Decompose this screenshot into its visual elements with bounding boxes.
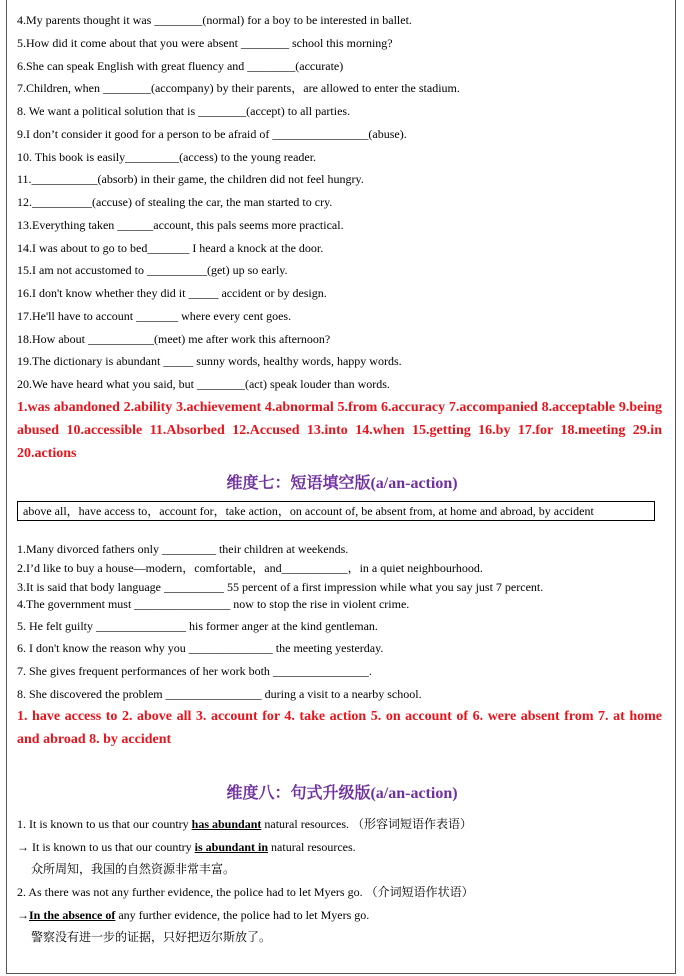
exercise-line: 19.The dictionary is abundant _____ sunny words, healthy words, happy words. [17, 354, 402, 368]
document-page [6, 0, 676, 974]
sentence-line [17, 907, 369, 923]
chinese-translation: 警察没有进一步的证据，只好把迈尔斯放了。 [31, 930, 272, 944]
underlined-phrase: In the absence of [29, 908, 116, 922]
exercise-line: 6. I don't know the reason why you ______________ the meeting yesterday. [17, 641, 384, 655]
exercise-line: 3.It is said that body language __________ 55 percent of a first impression while what you say just 7 percent. [17, 580, 544, 594]
exercise-line: 14.I was about to go to bed_______ I heard a knock at the door. [17, 241, 324, 255]
exercise-line: 20.We have heard what you said, but ________(act) speak louder than words. [17, 377, 390, 391]
exercise-line: 13.Everything taken ______account, this pals seems more practical. [17, 218, 344, 232]
section-title [7, 474, 677, 494]
underlined-phrase: is abundant in [194, 840, 269, 854]
sentence-text: natural resources. [268, 840, 356, 854]
exercise-line: 2.I’d like to buy a house—modern，comfortable，and___________，in a quiet neighbourhood. [17, 561, 483, 575]
sentence-text: natural resources. （形容词短语作表语） [261, 817, 473, 831]
exercise-line: 11.___________(absorb) in their game, the children did not feel hungry. [17, 172, 364, 186]
section-title-text: 维度七：短语填空版(a/an-action) [226, 475, 458, 492]
sentence-text: → It is known to us that our country [17, 840, 195, 854]
sentence-line [17, 816, 472, 832]
exercise-line: 1.Many divorced fathers only _________ their children at weekends. [17, 542, 349, 556]
exercise-line: 6.She can speak English with great fluency and ________(accurate) [17, 59, 344, 73]
sentence-text: any further evidence, the police had to let Myers go. [115, 908, 370, 922]
exercise-line: 8. We want a political solution that is ________(accept) to all parties. [17, 104, 351, 118]
exercise-line: 16.I don't know whether they did it _____ accident or by design. [17, 286, 327, 300]
exercise-line: 4.The government must ________________ now to stop the rise in violent crime. [17, 597, 410, 611]
exercise-line: 15.I am not accustomed to __________(get) up so early. [17, 263, 288, 277]
sentence-line [17, 839, 356, 855]
answer-key: 1. have access to 2. above all 3. account for 4. take action 5. on account of 6. were absent from 7. at home and abroad 8. by accident [17, 709, 662, 747]
exercise-line: 17.He'll have to account _______ where every cent goes. [17, 309, 292, 323]
section-title [7, 784, 677, 804]
exercise-line: 7. She gives frequent performances of her work both ________________. [17, 664, 372, 678]
exercise-line: 5. He felt guilty _______________ his former anger at the kind gentleman. [17, 619, 378, 633]
exercise-line: 12.__________(accuse) of stealing the car, the man started to cry. [17, 195, 333, 209]
arrow-icon: → [17, 908, 29, 922]
exercise-line: 18.How about ___________(meet) me after work this afternoon? [17, 332, 331, 346]
section-title-text: 维度八：句式升级版(a/an-action) [226, 785, 458, 802]
exercise-line: 5.How did it come about that you were absent ________ school this morning? [17, 36, 393, 50]
sentence-line: 2. As there was not any further evidence, the police had to let Myers go. （介词短语作状语） [17, 885, 474, 899]
chinese-translation: 众所周知，我国的自然资源非常丰富。 [31, 862, 236, 876]
answer-key: 1.was abandoned 2.ability 3.achievement 4.abnormal 5.from 6.accuracy 7.accompanied 8.acceptable 9.being abused 10.accessible 11.Absorbed 12.Accused 13.into 14.when 15.getting 16.by 17.for 18.meeting 29.in 20.actions [17, 400, 662, 461]
exercise-line: 9.I don’t consider it good for a person to be afraid of ________________(abuse). [17, 127, 407, 141]
exercise-line: 8. She discovered the problem ________________ during a visit to a nearby school. [17, 687, 422, 701]
exercise-line: 4.My parents thought it was ________(normal) for a boy to be interested in ballet. [17, 13, 412, 27]
exercise-line: 10. This book is easily_________(access) to the young reader. [17, 150, 317, 164]
underlined-phrase: has abundant [191, 817, 262, 831]
sentence-text: 1. It is known to us that our country [17, 817, 192, 831]
phrase-box: above all，have access to，account for，take action，on account of, be absent from, at home and abroad, by accident [17, 501, 655, 521]
exercise-line: 7.Children, when ________(accompany) by their parents，are allowed to enter the stadium. [17, 81, 460, 95]
